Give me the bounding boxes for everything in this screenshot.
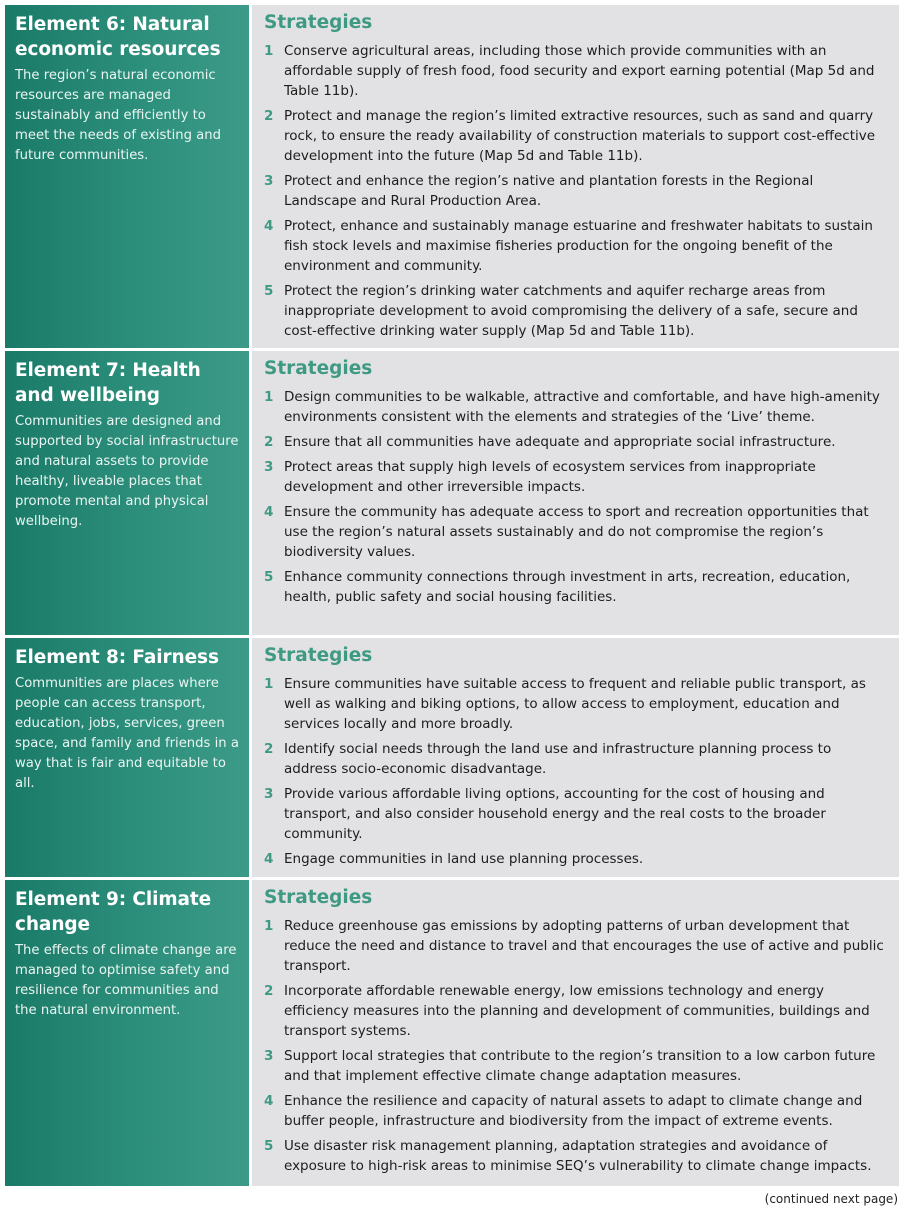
- element-description: The effects of climate change are managed to optimise safety and resilience for communities and the natural environment.: [15, 943, 237, 1018]
- strategy-item: [264, 502, 887, 562]
- strategy-text: Protect and enhance the region’s native and plantation forests in the Regional Landscape and Rural Production Area.: [284, 173, 814, 209]
- strategy-text: Reduce greenhouse gas emissions by adopting patterns of urban development that reduce the need and distance to travel and that encourages the use of active and public transport.: [284, 918, 884, 974]
- strategies-panel: [252, 5, 899, 348]
- strategy-item: [264, 216, 887, 276]
- strategies-panel: [252, 880, 899, 1186]
- strategy-item: [264, 916, 887, 976]
- element-row: [5, 638, 899, 877]
- element-description: The region’s natural economic resources are managed sustainably and efficiently to meet the needs of existing and future communities.: [15, 68, 221, 163]
- element-row: [5, 880, 899, 1186]
- strategy-text: Identify social needs through the land use and infrastructure planning process to address socio-economic disadvantage.: [284, 741, 832, 777]
- strategy-text: Ensure the community has adequate access to sport and recreation opportunities that use the region’s natural assets sustainably and do not compromise the region’s biodiversity values.: [284, 504, 869, 560]
- strategy-item: [264, 849, 887, 869]
- strategy-text: Engage communities in land use planning processes.: [284, 851, 644, 867]
- strategy-text: Design communities to be walkable, attractive and comfortable, and have high-amenity environments consistent with the elements and strategies of the ‘Live’ theme.: [284, 389, 880, 425]
- element-title: Element 7: Health and wellbeing: [15, 360, 201, 406]
- strategy-number: 2: [264, 434, 274, 450]
- element-title: Element 9: Climate change: [15, 889, 212, 935]
- strategy-number: 1: [264, 918, 274, 934]
- strategy-number: 1: [264, 43, 274, 59]
- strategy-number: 1: [264, 676, 274, 692]
- element-panel: [5, 638, 249, 877]
- strategy-item: [264, 457, 887, 497]
- strategy-item: [264, 739, 887, 779]
- strategy-item: [264, 387, 887, 427]
- strategy-number: 5: [264, 569, 274, 585]
- strategy-number: 3: [264, 173, 274, 189]
- element-description: Communities are places where people can access transport, education, jobs, services, green space, and family and friends in a way that is fair and equitable to all.: [15, 676, 239, 791]
- strategy-text: Enhance community connections through investment in arts, recreation, education, health, public safety and social housing facilities.: [284, 569, 851, 605]
- strategies-heading: Strategies: [264, 12, 373, 33]
- strategy-number: 5: [264, 1138, 274, 1154]
- strategy-text: Use disaster risk management planning, adaptation strategies and avoidance of exposure to high-risk areas to minimise SEQ’s vulnerability to climate change impacts.: [284, 1138, 872, 1174]
- strategy-number: 4: [264, 218, 274, 234]
- strategies-panel: [252, 351, 899, 635]
- strategy-text: Incorporate affordable renewable energy, low emissions technology and energy efficiency measures into the planning and development of communities, buildings and transport systems.: [284, 983, 870, 1039]
- strategy-number: 3: [264, 786, 274, 802]
- strategy-number: 5: [264, 283, 274, 299]
- strategies-panel: [252, 638, 899, 877]
- strategy-number: 1: [264, 389, 274, 405]
- strategy-text: Protect, enhance and sustainably manage estuarine and freshwater habitats to sustain fish stock levels and maximise fisheries production for the ongoing benefit of the environment and community.: [284, 218, 873, 274]
- strategy-number: 3: [264, 459, 274, 475]
- strategies-heading: Strategies: [264, 887, 373, 908]
- element-title: Element 8: Fairness: [15, 647, 219, 668]
- element-panel: [5, 5, 249, 348]
- strategy-list: [264, 916, 887, 1176]
- strategy-text: Protect and manage the region’s limited extractive resources, such as sand and quarry rock, to ensure the ready availability of construction materials to support cost-effective development into the future (Map 5d and Table 11b).: [284, 108, 876, 164]
- strategy-text: Protect areas that supply high levels of ecosystem services from inappropriate development and other irreversible impacts.: [284, 459, 816, 495]
- strategy-number: 4: [264, 851, 274, 867]
- strategy-item: [264, 281, 887, 341]
- strategy-number: 4: [264, 1093, 274, 1109]
- strategy-item: [264, 41, 887, 101]
- strategy-item: [264, 1046, 887, 1086]
- strategies-heading: Strategies: [264, 645, 373, 666]
- strategy-item: [264, 674, 887, 734]
- strategy-text: Protect the region’s drinking water catchments and aquifer recharge areas from inappropriate development to avoid compromising the delivery of a safe, secure and cost-effective drinking water supply (Map 5d and Table 11b).: [284, 283, 858, 339]
- strategy-number: 2: [264, 741, 274, 757]
- strategy-list: [264, 41, 887, 341]
- strategy-item: [264, 432, 887, 452]
- strategy-text: Provide various affordable living options, accounting for the cost of housing and transport, and also consider household energy and the real costs to the broader community.: [284, 786, 826, 842]
- element-title: Element 6: Natural economic resources: [15, 14, 221, 60]
- strategy-number: 2: [264, 983, 274, 999]
- strategy-text: Ensure that all communities have adequate and appropriate social infrastructure.: [284, 434, 836, 450]
- strategy-number: 4: [264, 504, 274, 520]
- strategy-number: 3: [264, 1048, 274, 1064]
- strategy-list: [264, 387, 887, 607]
- strategy-item: [264, 981, 887, 1041]
- strategy-list: [264, 674, 887, 869]
- strategy-item: [264, 106, 887, 166]
- strategy-item: [264, 171, 887, 211]
- element-description: Communities are designed and supported by social infrastructure and natural assets to provide healthy, liveable places that promote mental and physical wellbeing.: [15, 414, 239, 529]
- continued-note: (continued next page): [764, 1192, 898, 1206]
- strategy-text: Enhance the resilience and capacity of natural assets to adapt to climate change and buffer people, infrastructure and biodiversity from the impact of extreme events.: [284, 1093, 863, 1129]
- strategy-item: [264, 1136, 887, 1176]
- strategy-text: Ensure communities have suitable access to frequent and reliable public transport, as well as walking and biking options, to allow access to employment, education and services locally and more broadly.: [284, 676, 866, 732]
- strategy-number: 2: [264, 108, 274, 124]
- strategy-text: Support local strategies that contribute to the region’s transition to a low carbon future and that implement effective climate change adaptation measures.: [284, 1048, 876, 1084]
- element-row: [5, 5, 899, 348]
- strategy-text: Conserve agricultural areas, including those which provide communities with an affordable supply of fresh food, food security and export earning potential (Map 5d and Table 11b).: [284, 43, 875, 99]
- strategy-item: [264, 1091, 887, 1131]
- element-panel: [5, 351, 249, 635]
- strategy-item: [264, 784, 887, 844]
- strategy-item: [264, 567, 887, 607]
- strategies-heading: Strategies: [264, 358, 373, 379]
- element-panel: [5, 880, 249, 1186]
- element-row: [5, 351, 899, 635]
